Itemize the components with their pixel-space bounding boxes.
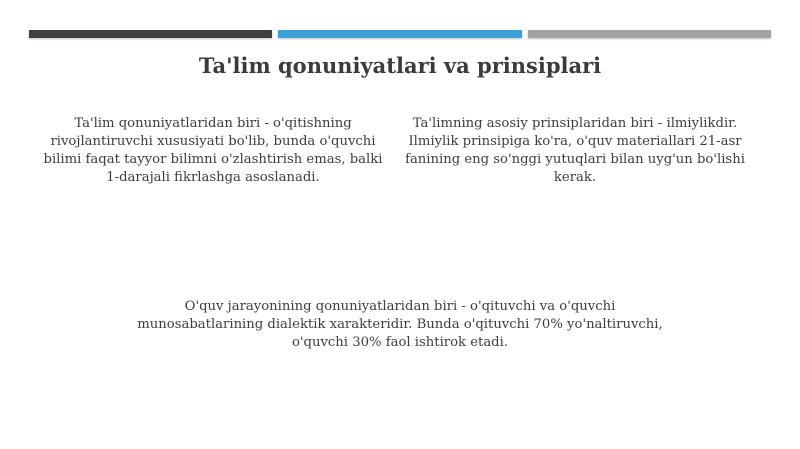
decoration-bar-gray: [528, 30, 771, 38]
header-decoration-bars: [29, 30, 771, 38]
decoration-bar-blue: [278, 30, 522, 38]
decoration-bar-dark: [29, 30, 272, 38]
paragraph-left: Ta'lim qonuniyatlaridan biri - o'qitishning rivojlantiruvchi xususiyati bo'lib, bunda o'quvchi bilimi faqat tayyor bilimni o'zlashtirish emas, balki 1-darajali fikrlashga asoslanadi.: [43, 116, 383, 185]
paragraph-bottom: O'quv jarayonining qonuniyatlaridan biri - o'qituvchi va o'quvchi munosabatlarining dialektik xarakteridir. Bunda o'qituvchi 70% yo'naltiruvchi, o'quvchi 30% faol ishtirok etadi.: [137, 299, 663, 350]
slide-title: Ta'lim qonuniyatlari va prinsiplari: [198, 53, 602, 78]
paragraph-right: Ta'limning asosiy prinsiplaridan biri - ilmiylikdir. Ilmiylik prinsipiga ko'ra, o'quv materiallari 21-asr fanining eng so'nggi yutuqlari bilan uyg'un bo'lishi kerak.: [405, 116, 745, 185]
